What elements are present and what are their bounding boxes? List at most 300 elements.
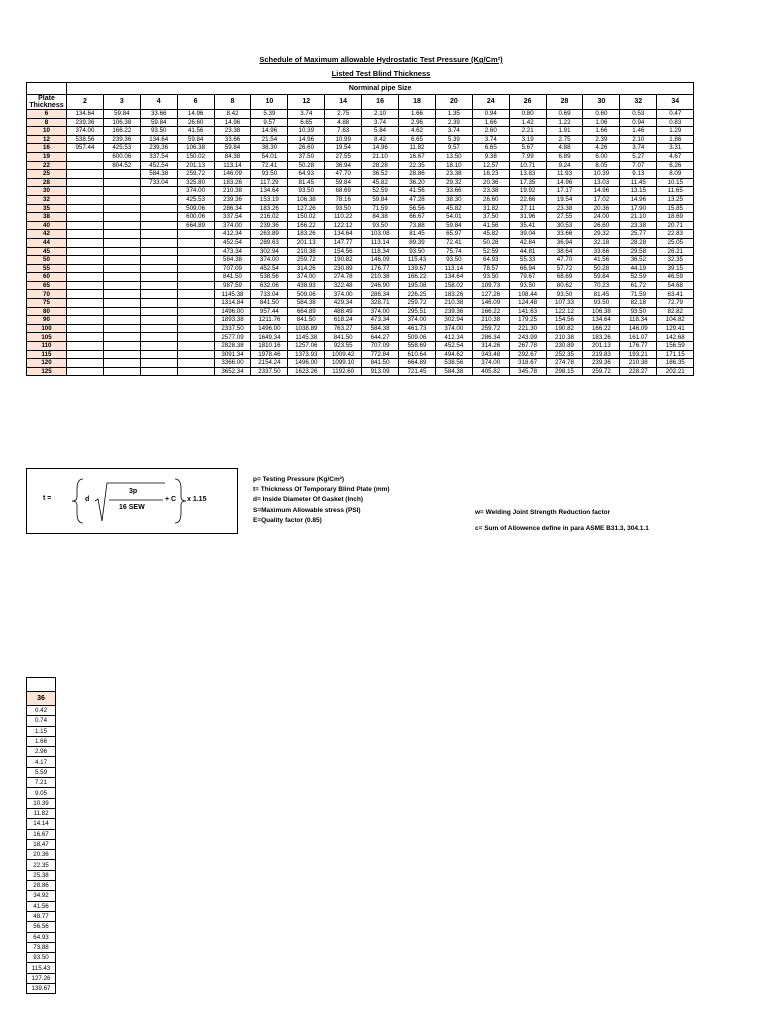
table-row <box>27 307 694 316</box>
pressure-cell: 219.83 <box>583 350 620 359</box>
col36-row <box>27 808 56 818</box>
col36-cell: 0.42 <box>27 706 56 716</box>
pressure-cell: 8.05 <box>583 161 620 170</box>
pressure-cell: 70.23 <box>583 281 620 290</box>
pressure-cell: 600.06 <box>103 152 140 161</box>
pressure-cell: 71.59 <box>620 290 657 299</box>
col36-row <box>27 747 56 757</box>
pressure-cell: 11.93 <box>546 170 583 179</box>
pressure-cell: 25.05 <box>657 238 694 247</box>
pressure-cell: 93.50 <box>251 170 288 179</box>
pressure-cell: 35.41 <box>509 221 546 230</box>
pressure-cell: 239.36 <box>140 144 177 153</box>
size-header: 18 <box>399 95 436 110</box>
pressure-cell: 150.02 <box>288 213 325 222</box>
pressure-cell: 179.25 <box>509 316 546 325</box>
pressure-cell: 28.28 <box>620 238 657 247</box>
pressure-cell: 66.67 <box>399 213 436 222</box>
pressure-cell: 54.68 <box>657 281 694 290</box>
pressure-cell: 12.57 <box>472 161 509 170</box>
pressure-cell: 1623.26 <box>288 367 325 376</box>
pressure-cell: 274.78 <box>325 273 362 282</box>
pressure-cell: 59.84 <box>583 273 620 282</box>
pressure-cell: 1373.93 <box>288 350 325 359</box>
pressure-cell: 259.72 <box>177 170 214 179</box>
pressure-cell <box>177 350 214 359</box>
pressure-table <box>26 82 694 376</box>
pressure-cell: 1.86 <box>657 135 694 144</box>
pressure-cell: 93.50 <box>509 281 546 290</box>
pressure-cell: 93.50 <box>546 290 583 299</box>
pressure-cell: 122.12 <box>546 307 583 316</box>
pressure-cell <box>140 290 177 299</box>
pressure-cell: 584.38 <box>288 299 325 308</box>
pressure-cell: 33.66 <box>546 230 583 239</box>
legend-item: E=Quality factor (0.85) <box>253 516 322 524</box>
pressure-cell: 19.54 <box>546 195 583 204</box>
pressure-cell: 7.63 <box>325 127 362 136</box>
pressure-cell: 31.82 <box>472 204 509 213</box>
pressure-cell: 314.26 <box>472 342 509 351</box>
col36-row <box>27 891 56 901</box>
pressure-cell: 41.56 <box>472 221 509 230</box>
pressure-cell <box>67 290 104 299</box>
size-header: 10 <box>251 95 288 110</box>
pressure-cell: 134.64 <box>435 273 472 282</box>
pressure-cell <box>67 316 104 325</box>
pressure-cell: 54.01 <box>435 213 472 222</box>
col36-cell: 9.05 <box>27 788 56 798</box>
pressure-cell: 239.36 <box>214 195 251 204</box>
pressure-cell: 957.44 <box>67 144 104 153</box>
pressure-cell <box>140 307 177 316</box>
pressure-cell: 183.26 <box>583 333 620 342</box>
pressure-cell: 27.11 <box>509 204 546 213</box>
col36-blank <box>27 678 56 692</box>
pressure-cell: 274.78 <box>546 359 583 368</box>
pressure-cell: 14.96 <box>214 118 251 127</box>
pressure-cell: 19.92 <box>509 187 546 196</box>
pressure-cell: 22.66 <box>509 195 546 204</box>
nominal-size-header: Norminal pipe Size <box>67 83 694 95</box>
pressure-cell: 318.67 <box>509 359 546 368</box>
pressure-cell: 134.64 <box>67 110 104 119</box>
formula-t: t = <box>43 495 52 502</box>
pressure-cell <box>177 307 214 316</box>
pressure-cell: 72.41 <box>435 238 472 247</box>
pressure-cell: 26.60 <box>288 144 325 153</box>
pressure-cell: 202.21 <box>657 367 694 376</box>
col36-row <box>27 942 56 952</box>
pressure-cell: 84.38 <box>362 213 399 222</box>
pressure-cell: 286.34 <box>362 290 399 299</box>
pressure-cell: 1649.34 <box>251 333 288 342</box>
pressure-cell: 438.93 <box>288 281 325 290</box>
pressure-cell: 176.77 <box>362 264 399 273</box>
pressure-cell: 42.84 <box>509 238 546 247</box>
pressure-cell: 52.59 <box>472 247 509 256</box>
pressure-cell: 239.36 <box>583 359 620 368</box>
pressure-cell: 183.26 <box>288 230 325 239</box>
pressure-cell <box>67 299 104 308</box>
pressure-cell: 5.27 <box>620 152 657 161</box>
table-row <box>27 367 694 376</box>
pressure-cell: 2337.50 <box>214 324 251 333</box>
col36-cell: 64.93 <box>27 932 56 942</box>
pressure-cell: 4.88 <box>546 144 583 153</box>
pressure-cell <box>177 238 214 247</box>
pressure-cell: 538.56 <box>67 135 104 144</box>
pressure-cell <box>177 230 214 239</box>
pressure-cell: 10.71 <box>509 161 546 170</box>
pressure-cell: 78.57 <box>472 264 509 273</box>
plate-thickness-cell: 60 <box>27 273 67 282</box>
pressure-cell: 1.66 <box>472 118 509 127</box>
pressure-cell <box>67 342 104 351</box>
pressure-cell: 183.26 <box>214 178 251 187</box>
pressure-cell: 509.06 <box>177 204 214 213</box>
pressure-cell: 2.75 <box>325 110 362 119</box>
pressure-cell: 50.28 <box>288 161 325 170</box>
pressure-cell: 134.64 <box>583 316 620 325</box>
table-row <box>27 152 694 161</box>
col36-row <box>27 716 56 726</box>
pressure-cell: 721.45 <box>399 367 436 376</box>
pressure-cell: 79.67 <box>509 273 546 282</box>
formula-denominator: 16 SEW <box>119 504 145 511</box>
pressure-cell: 32.18 <box>583 238 620 247</box>
pressure-cell: 6.65 <box>399 135 436 144</box>
pressure-cell: 286.34 <box>472 333 509 342</box>
pressure-cell: 50.28 <box>583 264 620 273</box>
pressure-cell: 23.38 <box>472 187 509 196</box>
pressure-cell: 1009.42 <box>325 350 362 359</box>
pressure-cell: 13.50 <box>435 152 472 161</box>
pressure-cell: 16.67 <box>399 152 436 161</box>
table-row <box>27 135 694 144</box>
pressure-cell: 1257.06 <box>288 342 325 351</box>
formula-numerator: 3p <box>129 488 138 495</box>
pressure-cell: 1.06 <box>583 118 620 127</box>
pressure-cell <box>67 152 104 161</box>
pressure-cell <box>67 273 104 282</box>
plate-thickness-cell: 50 <box>27 256 67 265</box>
col36-row <box>27 932 56 942</box>
pressure-cell: 2.60 <box>472 127 509 136</box>
pressure-cell <box>103 290 140 299</box>
table-row <box>27 187 694 196</box>
pressure-cell: 239.36 <box>103 135 140 144</box>
plate-thickness-cell: 65 <box>27 281 67 290</box>
col36-cell: 41.56 <box>27 901 56 911</box>
table-row <box>27 333 694 342</box>
pressure-cell <box>67 264 104 273</box>
pressure-cell: 3.74 <box>435 127 472 136</box>
pressure-cell: 841.50 <box>288 316 325 325</box>
table-row <box>27 238 694 247</box>
pressure-cell: 190.82 <box>546 324 583 333</box>
pressure-cell: 113.14 <box>214 161 251 170</box>
pressure-cell: 733.04 <box>140 178 177 187</box>
col36-row <box>27 870 56 880</box>
table-row <box>27 350 694 359</box>
pressure-cell: 44.19 <box>620 264 657 273</box>
col36-row <box>27 984 56 994</box>
pressure-cell <box>103 247 140 256</box>
pressure-cell: 0.69 <box>546 110 583 119</box>
pressure-cell: 239.36 <box>435 307 472 316</box>
table-row <box>27 118 694 127</box>
plate-thickness-cell: 120 <box>27 359 67 368</box>
pressure-cell: 1314.84 <box>214 299 251 308</box>
pressure-cell <box>103 204 140 213</box>
pressure-cell: 210.38 <box>546 333 583 342</box>
pressure-cell: 5.67 <box>509 144 546 153</box>
pressure-cell: 2337.50 <box>251 367 288 376</box>
pressure-cell: 38.64 <box>546 247 583 256</box>
pressure-cell: 71.59 <box>362 204 399 213</box>
col36-header: 36 <box>27 692 56 706</box>
pressure-cell <box>67 324 104 333</box>
pressure-cell: 22.35 <box>399 161 436 170</box>
pressure-cell: 226.25 <box>399 290 436 299</box>
pressure-cell: 3.74 <box>620 144 657 153</box>
pressure-cell: 108.44 <box>509 290 546 299</box>
pressure-cell: 841.50 <box>325 333 362 342</box>
pressure-cell: 2.10 <box>362 110 399 119</box>
pressure-cell <box>177 290 214 299</box>
pressure-cell <box>140 238 177 247</box>
pressure-cell <box>177 367 214 376</box>
pressure-cell: 337.54 <box>140 152 177 161</box>
pressure-cell <box>177 264 214 273</box>
pressure-cell: 16.23 <box>472 170 509 179</box>
pressure-cell: 210.38 <box>288 247 325 256</box>
pressure-cell: 0.94 <box>620 118 657 127</box>
col36-cell: 22.35 <box>27 860 56 870</box>
pressure-cell: 17.17 <box>546 187 583 196</box>
pressure-cell: 64.93 <box>472 256 509 265</box>
pressure-cell: 298.15 <box>546 367 583 376</box>
table-row <box>27 161 694 170</box>
col36-cell: 115.43 <box>27 963 56 973</box>
pressure-cell: 26.60 <box>583 221 620 230</box>
pressure-cell: 452.54 <box>214 238 251 247</box>
pressure-cell: 23.38 <box>546 204 583 213</box>
pressure-cell: 374.00 <box>288 273 325 282</box>
pressure-cell: 6.00 <box>583 152 620 161</box>
pressure-cell <box>67 178 104 187</box>
col36-cell: 28.86 <box>27 881 56 891</box>
pressure-cell: 29.32 <box>583 230 620 239</box>
size-header: 26 <box>509 95 546 110</box>
legend-item: S=Maximum Allowable stress (PSI) <box>253 506 361 514</box>
plate-thickness-cell: 10 <box>27 127 67 136</box>
pressure-cell: 259.72 <box>288 256 325 265</box>
pressure-cell: 957.44 <box>251 307 288 316</box>
pressure-cell: 1.66 <box>583 127 620 136</box>
col36-cell: 73.88 <box>27 942 56 952</box>
pressure-cell: 73.88 <box>399 221 436 230</box>
pressure-cell: 664.89 <box>288 307 325 316</box>
pressure-cell: 47.70 <box>325 170 362 179</box>
pressure-cell: 47.70 <box>546 256 583 265</box>
pressure-cell <box>177 273 214 282</box>
pressure-cell <box>103 230 140 239</box>
pressure-cell: 150.02 <box>177 152 214 161</box>
size-header: 6 <box>177 95 214 110</box>
pressure-cell <box>67 230 104 239</box>
col36-cell: 127.26 <box>27 973 56 983</box>
size-36-column <box>26 677 56 994</box>
pressure-cell: 39.15 <box>657 264 694 273</box>
pressure-cell <box>103 316 140 325</box>
pressure-cell: 11.45 <box>620 178 657 187</box>
pressure-cell: 7.07 <box>620 161 657 170</box>
pressure-cell: 39.04 <box>509 230 546 239</box>
pressure-cell <box>103 324 140 333</box>
pressure-cell <box>140 264 177 273</box>
pressure-cell: 28.86 <box>399 170 436 179</box>
pressure-cell: 2.10 <box>620 135 657 144</box>
pressure-cell: 1.22 <box>546 118 583 127</box>
pressure-cell: 14.96 <box>288 135 325 144</box>
pressure-cell <box>177 342 214 351</box>
pressure-cell: 259.72 <box>472 324 509 333</box>
pressure-cell: 19.54 <box>325 144 362 153</box>
size-header: 8 <box>214 95 251 110</box>
pressure-cell: 29.58 <box>620 247 657 256</box>
plate-thickness-cell: 80 <box>27 307 67 316</box>
plate-thickness-cell: 100 <box>27 324 67 333</box>
pressure-cell <box>103 264 140 273</box>
pressure-cell: 259.72 <box>583 367 620 376</box>
pressure-cell: 295.51 <box>399 307 436 316</box>
size-header: 28 <box>546 95 583 110</box>
pressure-cell: 2154.24 <box>251 359 288 368</box>
pressure-cell: 134.64 <box>251 187 288 196</box>
pressure-cell: 259.72 <box>399 299 436 308</box>
col36-row <box>27 911 56 921</box>
pressure-cell: 9.13 <box>620 170 657 179</box>
pressure-cell: 374.00 <box>362 307 399 316</box>
col36-row <box>27 973 56 983</box>
pressure-cell: 36.94 <box>546 238 583 247</box>
pressure-cell: 252.35 <box>546 350 583 359</box>
pressure-cell: 104.82 <box>657 316 694 325</box>
pressure-cell <box>140 281 177 290</box>
pressure-cell: 374.00 <box>214 221 251 230</box>
plate-thickness-cell: 125 <box>27 367 67 376</box>
pressure-cell <box>103 359 140 368</box>
legend-item: t= Thickness Of Temporary Blind Plate (mm) <box>253 486 390 494</box>
pressure-cell: 82.18 <box>620 299 657 308</box>
pressure-cell: 27.55 <box>546 213 583 222</box>
pressure-cell: 26.21 <box>657 247 694 256</box>
pressure-cell: 47.28 <box>399 195 436 204</box>
pressure-cell: 24.00 <box>583 213 620 222</box>
pressure-cell: 146.09 <box>214 170 251 179</box>
pressure-cell <box>67 187 104 196</box>
pressure-cell: 59.84 <box>140 118 177 127</box>
pressure-cell: 23.38 <box>435 170 472 179</box>
pressure-cell: 210.38 <box>435 299 472 308</box>
pressure-cell: 93.50 <box>620 307 657 316</box>
pressure-cell: 23.38 <box>214 127 251 136</box>
pressure-cell <box>140 256 177 265</box>
size-header: 34 <box>657 95 694 110</box>
pressure-cell: 22.83 <box>657 230 694 239</box>
pressure-cell: 6.65 <box>288 118 325 127</box>
pressure-cell: 230.89 <box>325 264 362 273</box>
pressure-cell: 3.74 <box>472 135 509 144</box>
pressure-cell <box>140 333 177 342</box>
plate-thickness-cell: 12 <box>27 135 67 144</box>
pressure-cell: 600.06 <box>177 213 214 222</box>
size-header: 20 <box>435 95 472 110</box>
pressure-cell: 171.15 <box>657 350 694 359</box>
pressure-cell: 78.16 <box>325 195 362 204</box>
table-row <box>27 281 694 290</box>
pressure-cell: 314.26 <box>288 264 325 273</box>
pressure-cell: 412.34 <box>214 230 251 239</box>
plate-thickness-cell: 55 <box>27 264 67 273</box>
pressure-cell: 11.65 <box>657 187 694 196</box>
col36-row <box>27 922 56 932</box>
pressure-cell: 142.68 <box>657 333 694 342</box>
pressure-cell: 93.50 <box>583 299 620 308</box>
pressure-cell: 1145.38 <box>288 333 325 342</box>
pressure-cell: 461.73 <box>399 324 436 333</box>
pressure-cell: 1496.00 <box>214 307 251 316</box>
pressure-cell: 0.60 <box>583 110 620 119</box>
pressure-cell: 33.66 <box>214 135 251 144</box>
plate-thickness-cell: 75 <box>27 299 67 308</box>
formula-plus-c: + C <box>165 496 177 503</box>
pressure-cell: 210.38 <box>362 273 399 282</box>
page-title: Schedule of Maximum allowable Hydrostatic Test Pressure (Kg/Cm²) <box>259 55 503 64</box>
pressure-cell <box>103 187 140 196</box>
pressure-cell: 4.67 <box>657 152 694 161</box>
pressure-cell <box>67 195 104 204</box>
pressure-cell <box>103 273 140 282</box>
pressure-cell: 45.82 <box>435 204 472 213</box>
pressure-cell: 14.96 <box>362 144 399 153</box>
pressure-cell: 302.94 <box>435 316 472 325</box>
pressure-cell: 93.50 <box>435 256 472 265</box>
pressure-cell: 45.82 <box>362 178 399 187</box>
col36-cell: 18.47 <box>27 839 56 849</box>
pressure-cell: 13.03 <box>583 178 620 187</box>
pressure-cell: 337.54 <box>214 213 251 222</box>
pressure-cell: 4.88 <box>325 118 362 127</box>
pressure-cell: 1496.00 <box>288 359 325 368</box>
col36-row <box>27 757 56 767</box>
thickness-formula <box>26 468 238 534</box>
plate-thickness-cell: 110 <box>27 342 67 351</box>
pressure-cell: 118.34 <box>362 247 399 256</box>
pressure-cell: 6.26 <box>657 161 694 170</box>
pressure-cell: 27.55 <box>325 152 362 161</box>
pressure-cell: 31.96 <box>509 213 546 222</box>
col36-cell: 56.56 <box>27 922 56 932</box>
legend-right <box>475 505 649 537</box>
pressure-cell: 1496.00 <box>251 324 288 333</box>
pressure-cell: 107.33 <box>546 299 583 308</box>
col36-row <box>27 767 56 777</box>
table-row <box>27 195 694 204</box>
pressure-cell: 210.38 <box>214 187 251 196</box>
